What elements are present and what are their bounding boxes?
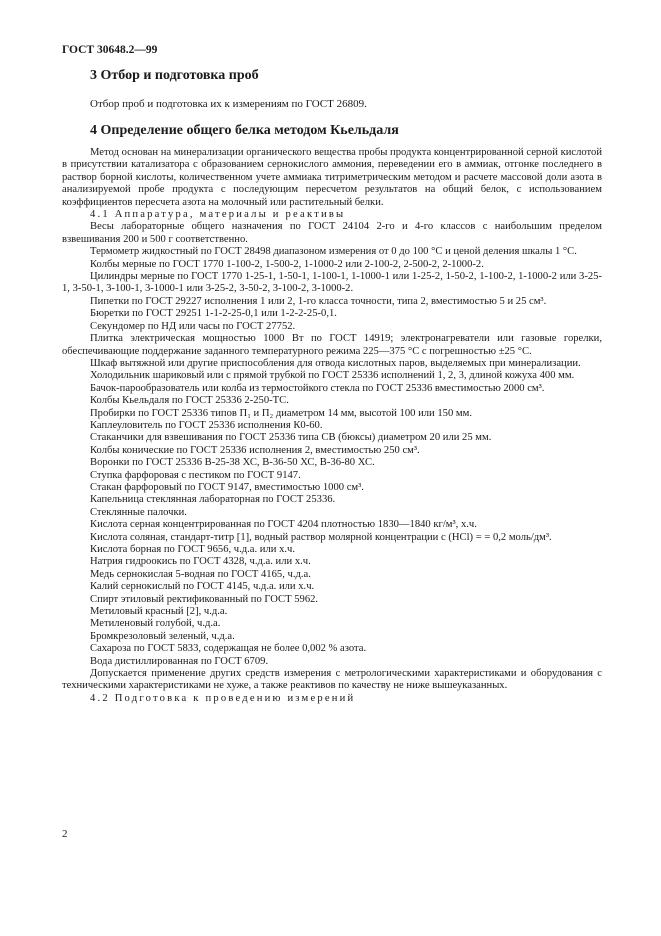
list-item: Пипетки по ГОСТ 29227 исполнения 1 или 2, 1-го класса точности, типа 2, вместимостью 5 и 25 см³. <box>90 295 547 307</box>
list-item: Бромкрезоловый зеленый, ч.д.а. <box>90 630 235 642</box>
list-item: Секундомер по НД или часы по ГОСТ 27752. <box>90 320 296 332</box>
list-item: Цилиндры мерные по ГОСТ 1770 1-25-1, 1-50-1, 1-100-1, 1-1000-1 или 1-25-2, 1-50-2, 1-100-2, 1-1000-2 или 3-25-1, 3-50-1, 3-100-1, 3-1000-1 или 3-25-2, 3-50-2, 3-100-2, 3-1000-2. <box>62 271 602 295</box>
list-item: Плитка электрическая мощностью 1000 Вт по ГОСТ 14919; электронагреватели или газовые горелки, обеспечивающие поддержание заданного температурного режима 225—375 °С с погрешностью ±25 °С. <box>62 333 602 357</box>
list-item: Калий сернокислый по ГОСТ 4145, ч.д.а. или х.ч. <box>90 581 315 593</box>
list-item: Стакан фарфоровый по ГОСТ 9147, вместимостью 1000 см³. <box>90 481 364 493</box>
list-item: Колбы мерные по ГОСТ 1770 1-100-2, 1-500-2, 1-1000-2 или 2-100-2, 2-500-2, 2-1000-2. <box>90 258 484 270</box>
list-item: Метиловый красный [2], ч.д.а. <box>90 606 228 618</box>
section-3-text: Отбор проб и подготовка их к измерениям по ГОСТ 26809. <box>90 98 367 110</box>
list-item: Бюретки по ГОСТ 29251 1-1-2-25-0,1 или 1-2-2-25-0,1. <box>90 308 337 320</box>
list-item: Капельница стеклянная лабораторная по ГОСТ 25336. <box>90 494 336 506</box>
page-number: 2 <box>62 828 68 840</box>
list-item: Стеклянные палочки. <box>90 506 187 518</box>
subsection-4-2-title: 4.2 Подготовка к проведению измерений <box>90 692 356 704</box>
list-item: Вода дистиллированная по ГОСТ 6709. <box>90 655 269 667</box>
subsection-4-1-title: 4.1 Аппаратура, материалы и реактивы <box>90 209 346 221</box>
list-item: Метиленовый голубой, ч.д.а. <box>90 618 221 630</box>
list-item: Сахароза по ГОСТ 5833, содержащая не более 0,002 % азота. <box>90 643 367 655</box>
section-3-title: 3 Отбор и подготовка проб <box>90 68 259 83</box>
section-4-intro: Метод основан на минерализации органического вещества пробы продукта концентрированной серной кислотой в присутствии катализатора с образованием сернокислого аммония, переведении его в аммиак, отгонке последнего в раствор борной кислоты, количественном учете аммиака титриметрическим методом и расчете массовой доли азота в анализируемой пробе продукта с последующим пересчетом результатов на общий белок, с использованием коэффициентов пересчета азота на молочный или растительный белки. <box>62 147 602 208</box>
list-item: Кислота борная по ГОСТ 9656, ч.д.а. или х.ч. <box>90 544 296 555</box>
list-item: Пробирки по ГОСТ 25336 типов П₁ и П₂ диаметром 14 мм, высотой 100 или 150 мм. <box>90 407 472 419</box>
list-item: Шкаф вытяжной или другие приспособления для отвода кислотных паров, выделяемых при минерализации. <box>90 357 581 369</box>
list-item: Колбы конические по ГОСТ 25336 исполнения 2, вместимостью 250 см³. <box>90 444 420 456</box>
list-item: Воронки по ГОСТ 25336 В-25-38 ХС, В-36-50 ХС, В-36-80 ХС. <box>90 457 375 469</box>
list-item: Термометр жидкостный по ГОСТ 28498 диапазоном измерения от 0 до 100 °С и ценой деления шкалы 1 °С. <box>90 246 577 258</box>
list-item: Колбы Кьельдаля по ГОСТ 25336 2-250-ТС. <box>90 395 289 407</box>
section-4-body <box>62 147 602 705</box>
list-item: Холодильник шариковый или с прямой трубкой по ГОСТ 25336 исполнений 1, 2, 3, длиной кожуха 400 мм. <box>90 370 575 382</box>
list-item: Спирт этиловый ректификованный по ГОСТ 5962. <box>90 593 319 605</box>
list-item: Стаканчики для взвешивания по ГОСТ 25336 типа СВ (бюксы) диаметром 20 или 25 мм. <box>90 432 492 444</box>
list-item: Весы лабораторные общего назначения по ГОСТ 24104 2-го и 4-го классов с наибольшим пределом взвешивания 200 и 500 г соответственно. <box>62 221 602 245</box>
standard-header: ГОСТ 30648.2—99 <box>62 44 158 56</box>
list-item: Бачок-парообразователь или колба из термостойкого стекла по ГОСТ 25336 вместимостью 2000 см³. <box>90 382 545 394</box>
section-4-title: 4 Определение общего белка методом Кьельдаля <box>90 123 399 138</box>
list-item: Кислота соляная, стандарт-титр [1], водный раствор молярной концентрации c (HCl) = = 0,2 моль/дм³. <box>90 531 552 543</box>
list-item: Ступка фарфоровая с пестиком по ГОСТ 9147. <box>90 469 301 481</box>
list-item: Допускается применение других средств измерения с метрологическими характеристиками и оборудования с техническими характеристиками не хуже, а также реактивов по качеству не ниже вышеуказанных. <box>62 668 602 692</box>
list-item: Натрия гидроокись по ГОСТ 4328, ч.д.а. или х.ч. <box>90 556 311 568</box>
list-item: Кислота серная концентрированная по ГОСТ 4204 плотностью 1830—1840 кг/м³, х.ч. <box>90 519 477 531</box>
equipment-list <box>62 221 602 692</box>
list-item: Медь сернокислая 5-водная по ГОСТ 4165, ч.д.а. <box>90 568 311 580</box>
list-item: Каплеуловитель по ГОСТ 25336 исполнения К0-60. <box>90 419 323 431</box>
